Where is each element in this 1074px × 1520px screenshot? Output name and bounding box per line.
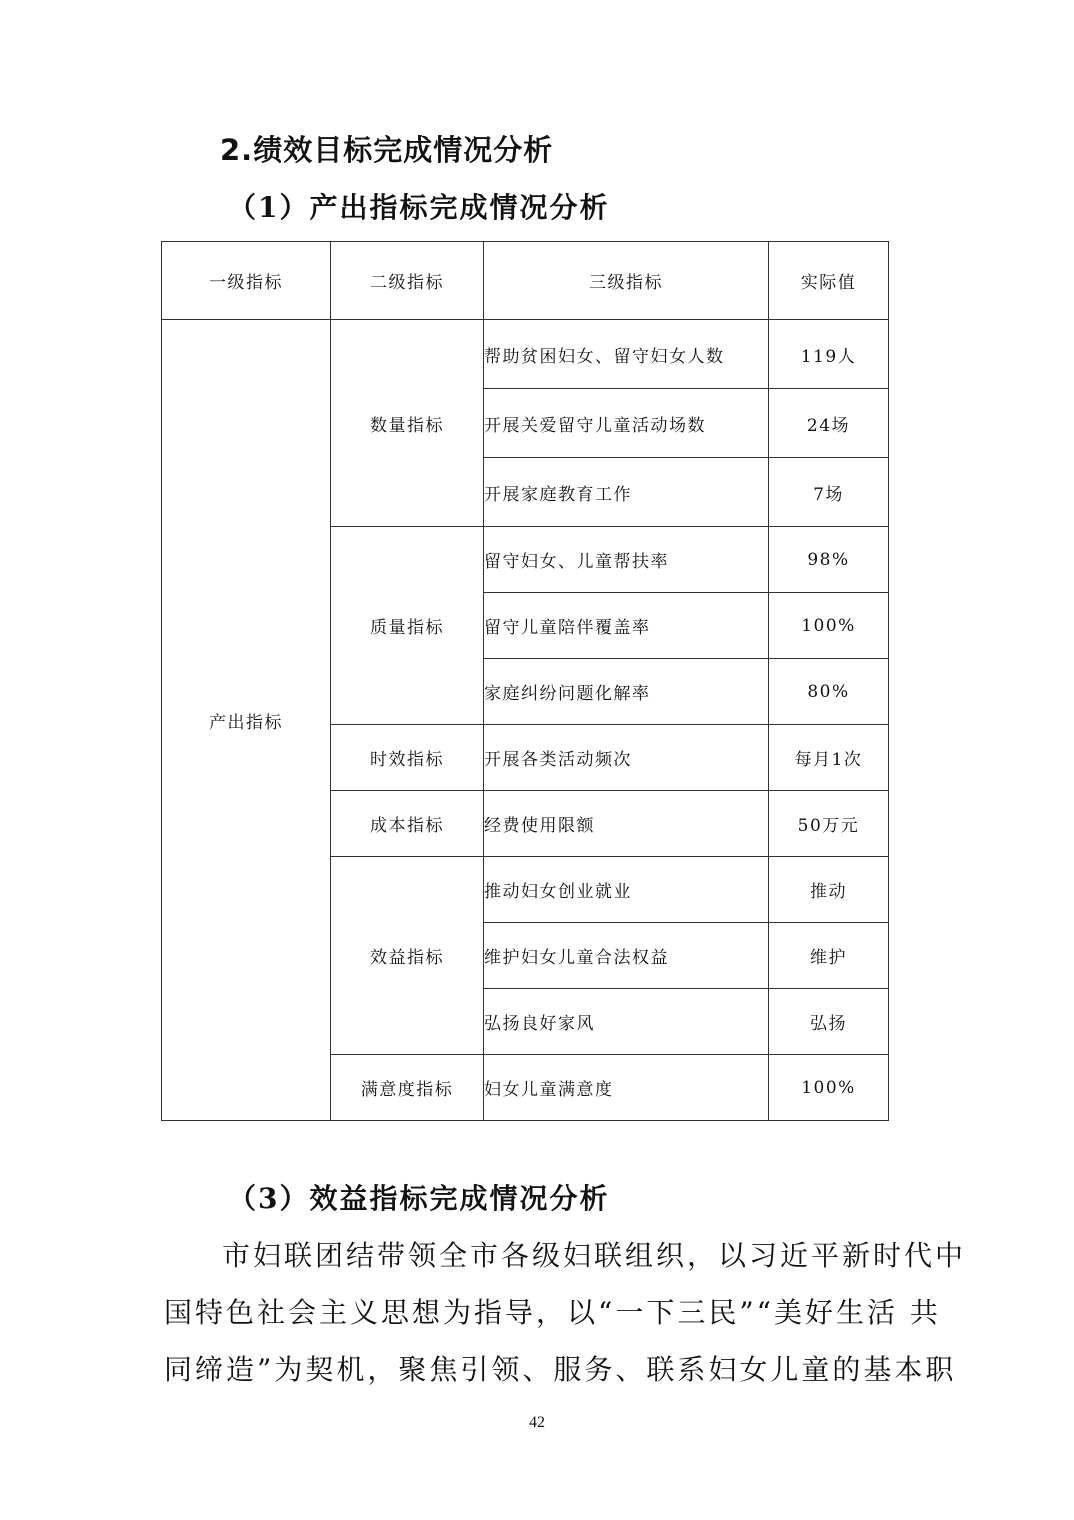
paragraph-line-1: 市妇联团结带领全市各级妇联组织，以习近平新时代中	[222, 1239, 967, 1272]
section-heading: 2.绩效目标完成情况分析	[220, 133, 554, 167]
level2-cell-satisfaction: 满意度指标	[331, 1055, 484, 1121]
level2-cell-quantity: 数量指标	[331, 320, 484, 527]
header-level2: 二级指标	[331, 242, 484, 320]
indicator-cell: 妇女儿童满意度	[484, 1055, 769, 1121]
value-cell: 50万元	[769, 791, 889, 857]
value-cell: 80%	[769, 659, 889, 725]
indicator-cell: 开展各类活动频次	[484, 725, 769, 791]
indicator-cell: 帮助贫困妇女、留守妇女人数	[484, 320, 769, 389]
value-cell: 24场	[769, 389, 889, 458]
indicator-cell: 经费使用限额	[484, 791, 769, 857]
value-cell: 弘扬	[769, 989, 889, 1055]
indicator-cell: 留守儿童陪伴覆盖率	[484, 593, 769, 659]
performance-table	[161, 241, 889, 1121]
header-actual-value: 实际值	[769, 242, 889, 320]
indicator-cell: 推动妇女创业就业	[484, 857, 769, 923]
subsection-output-heading: （1）产出指标完成情况分析	[228, 191, 610, 224]
header-level3: 三级指标	[484, 242, 769, 320]
indicator-cell: 家庭纠纷问题化解率	[484, 659, 769, 725]
value-cell: 100%	[769, 1055, 889, 1121]
subsection-benefit-heading: （3）效益指标完成情况分析	[228, 1182, 610, 1215]
table-header-row	[162, 242, 889, 320]
paragraph-line-3: 同缔造”为契机，聚焦引领、服务、联系妇女儿童的基本职	[164, 1353, 957, 1386]
value-cell: 维护	[769, 923, 889, 989]
indicator-cell: 弘扬良好家风	[484, 989, 769, 1055]
indicator-cell: 留守妇女、儿童帮扶率	[484, 527, 769, 593]
value-cell: 98%	[769, 527, 889, 593]
level1-cell: 产出指标	[162, 320, 331, 1121]
indicator-cell: 维护妇女儿童合法权益	[484, 923, 769, 989]
indicator-cell: 开展关爱留守儿童活动场数	[484, 389, 769, 458]
indicator-cell: 开展家庭教育工作	[484, 458, 769, 527]
header-level1: 一级指标	[162, 242, 331, 320]
level2-cell-cost: 成本指标	[331, 791, 484, 857]
value-cell: 推动	[769, 857, 889, 923]
page-number: 42	[529, 1414, 545, 1431]
level2-cell-timeliness: 时效指标	[331, 725, 484, 791]
level2-cell-quality: 质量指标	[331, 527, 484, 725]
value-cell: 7场	[769, 458, 889, 527]
value-cell: 119人	[769, 320, 889, 389]
table-row	[162, 320, 889, 389]
level2-cell-benefit: 效益指标	[331, 857, 484, 1055]
value-cell: 每月1次	[769, 725, 889, 791]
value-cell: 100%	[769, 593, 889, 659]
paragraph-line-2: 国特色社会主义思想为指导，以“一下三民”“美好生活 共	[164, 1296, 941, 1329]
